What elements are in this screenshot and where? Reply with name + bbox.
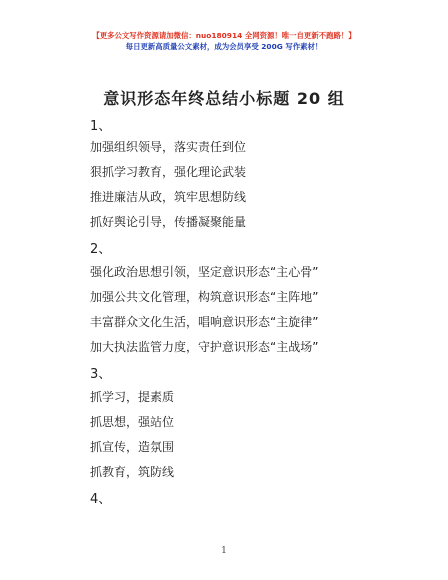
list-item: 抓好舆论引导，传播凝聚能量 [90,215,247,229]
promo-banner-line-2: 每日更新高质量公文素材，成为会员享受 200G 写作素材！ [125,42,323,51]
list-item: 抓教育，筑防线 [90,465,175,479]
section-heading-4: 4、 [90,492,112,507]
list-item: 强化政治思想引领，坚定意识形态“主心骨” [90,265,319,279]
promo-banner-line-1: 【更多公文写作资源请加微信：nuo180914 全网资源！唯一自更新不跑路！】 [92,31,356,40]
page-number: 1 [221,546,227,556]
document-title: 意识形态年终总结小标题 20 组 [103,89,345,108]
list-item: 抓学习，提素质 [90,390,175,404]
list-item: 加强公共文化管理，构筑意识形态“主阵地” [90,290,319,304]
list-item: 抓宣传，造氛围 [90,440,175,454]
section-heading-3: 3、 [90,367,112,382]
list-item: 狠抓学习教育，强化理论武装 [90,165,247,179]
list-item: 推进廉洁从政，筑牢思想防线 [90,190,247,204]
list-item: 丰富群众文化生活，唱响意识形态“主旋律” [90,315,319,329]
list-item: 加大执法监管力度，守护意识形态“主战场” [90,340,319,354]
section-heading-1: 1、 [90,119,112,134]
section-heading-2: 2、 [90,242,112,257]
list-item: 加强组织领导，落实责任到位 [90,140,247,154]
list-item: 抓思想，强站位 [90,415,175,429]
